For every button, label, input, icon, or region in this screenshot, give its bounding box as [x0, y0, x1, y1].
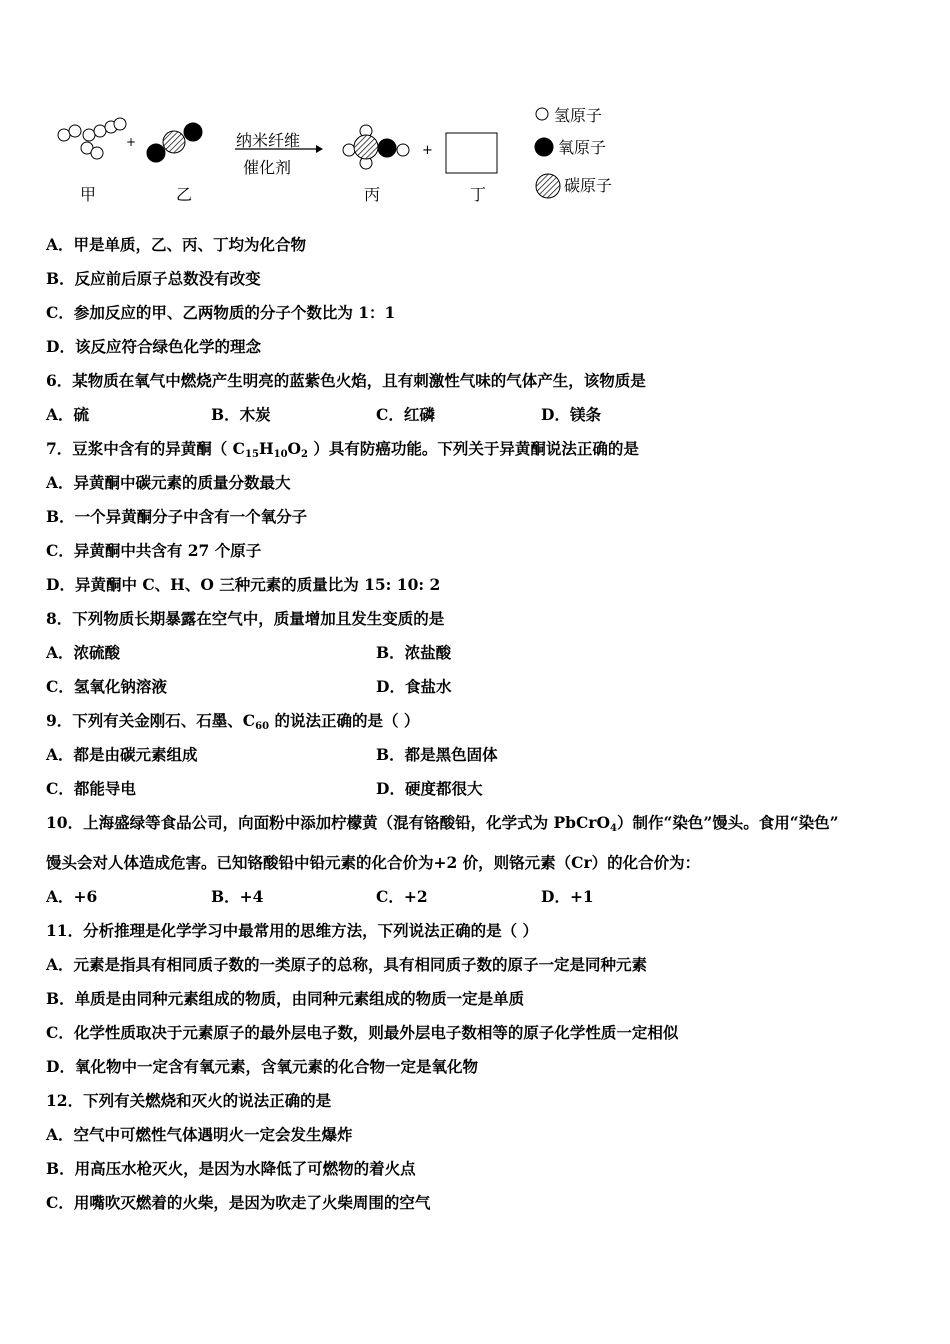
- catalyst-label-bottom: 催化剂: [243, 158, 292, 177]
- q5-option-d: D．该反应符合绿色化学的理念: [46, 337, 261, 356]
- molecule-jia-hydrogen: [58, 118, 126, 159]
- q11-option-d: D．氧化物中一定含有氧元素，含氧元素的化合物一定是氧化物: [46, 1057, 478, 1076]
- molecule-yi-carbon-monoxide: [147, 123, 202, 162]
- hydrogen-atom-symbol: [536, 108, 548, 120]
- q9-stem-part: 的说法正确的是（ ）: [269, 711, 420, 730]
- q9-option-b: B．都是黑色固体: [376, 745, 498, 764]
- q8-options-row1: [46, 642, 916, 676]
- q5-option-a: A．甲是单质，乙、丙、丁均为化合物: [46, 235, 307, 254]
- label-yi: 乙: [176, 185, 193, 204]
- q12-option-c: C．用嘴吹灭燃着的火柴，是因为吹走了火柴周围的空气: [46, 1193, 431, 1212]
- q7-option-b: B．一个异黄酮分子中含有一个氧分子: [46, 507, 308, 526]
- legend-hydrogen: 氢原子: [554, 106, 603, 125]
- label-bing: 丙: [364, 185, 381, 204]
- q8-option-d: D．食盐水: [376, 677, 452, 696]
- q11-option-a: A．元素是指具有相同质子数的一类原子的总称，具有相同质子数的原子一定是同种元素: [46, 955, 648, 974]
- q6-stem: 6．某物质在氧气中燃烧产生明亮的蓝紫色火焰，且有刺激性气味的气体产生，该物质是: [46, 371, 646, 390]
- q6-option-d: D．镁条: [541, 405, 601, 424]
- q8-stem: 8．下列物质长期暴露在空气中，质量增加且发生变质的是: [46, 609, 445, 628]
- q9-option-a: A．都是由碳元素组成: [46, 745, 198, 764]
- q5-option-b: B．反应前后原子总数没有改变: [46, 269, 261, 288]
- q12-option-a: A．空气中可燃性气体遇明火一定会发生爆炸: [46, 1125, 353, 1144]
- q10-option-a: A．+6: [46, 887, 98, 906]
- q7-subscript: 15: [245, 449, 259, 460]
- q11-option-b: B．单质是由同种元素组成的物质，由同种元素组成的物质一定是单质: [46, 989, 525, 1008]
- q10-stem-line1: [46, 812, 916, 852]
- q10-option-c: C．+2: [376, 887, 428, 906]
- q7-stem-part: H: [258, 439, 274, 458]
- q9-option-c: C．都能导电: [46, 779, 136, 798]
- q10-stem-part: ）制作“染色”馒头。食用“染色”: [616, 813, 839, 832]
- q7-stem: [46, 438, 916, 472]
- q9-subscript: 60: [255, 721, 270, 732]
- q10-subscript: 4: [609, 823, 617, 834]
- q8-option-a: A．浓硫酸: [46, 643, 121, 662]
- q7-stem-part: 7．豆浆中含有的异黄酮（ C: [46, 439, 246, 458]
- molecule-bing: [343, 125, 409, 169]
- q11-option-c: C．化学性质取决于元素原子的最外层电子数，则最外层电子数相等的原子化学性质一定相似: [46, 1023, 679, 1042]
- q7-subscript: 2: [301, 449, 309, 460]
- q9-options-row1: [46, 744, 916, 778]
- label-ding: 丁: [470, 185, 487, 204]
- q10-stem-line2: 馒头会对人体造成危害。已知铬酸铅中铅元素的化合价为+2 价，则铬元素（Cr）的化合价为：: [46, 853, 701, 872]
- legend-oxygen: 氧原子: [558, 138, 607, 157]
- q6-option-c: C．红磷: [376, 405, 435, 424]
- q5-option-c: C．参加反应的甲、乙两物质的分子个数比为 1：1: [46, 303, 396, 322]
- carbon-atom-symbol: [536, 174, 560, 198]
- q7-stem-part: O: [287, 439, 302, 458]
- q9-option-d: D．硬度都很大: [376, 779, 483, 798]
- q9-stem-part: 9．下列有关金刚石、石墨、C: [46, 711, 256, 730]
- q7-option-c: C．异黄酮中共含有 27 个原子: [46, 541, 262, 560]
- q8-option-c: C．氢氧化钠溶液: [46, 677, 167, 696]
- q6-options: [46, 404, 916, 438]
- label-jia: 甲: [80, 185, 97, 204]
- q9-options-row2: [46, 778, 916, 812]
- q12-option-b: B．用高压水枪灭火，是因为水降低了可燃物的着火点: [46, 1159, 416, 1178]
- q11-stem: 11．分析推理是化学学习中最常用的思维方法，下列说法正确的是（ ）: [46, 921, 538, 940]
- plus-sign: +: [126, 135, 137, 149]
- q10-option-b: B．+4: [211, 887, 264, 906]
- q8-options-row2: [46, 676, 916, 710]
- oxygen-atom-symbol: [535, 138, 553, 156]
- q12-stem: 12．下列有关燃烧和灭火的说法正确的是: [46, 1091, 332, 1110]
- q8-option-b: B．浓盐酸: [376, 643, 452, 662]
- legend-carbon: 碳原子: [564, 176, 613, 195]
- q6-option-a: A．硫: [46, 405, 90, 424]
- q10-options: [46, 886, 916, 920]
- plus-sign: +: [422, 143, 433, 158]
- q10-stem-part: 10．上海盛绿等食品公司，向面粉中添加柠檬黄（混有铬酸铅，化学式为 PbCrO: [46, 813, 610, 832]
- q7-stem-part: ）具有防癌功能。下列关于异黄酮说法正确的是: [308, 439, 639, 458]
- molecule-ding-box: [446, 133, 497, 173]
- q9-stem: [46, 710, 916, 744]
- q6-option-b: B．木炭: [211, 405, 271, 424]
- catalyst-label-top: 纳米纤维: [236, 131, 301, 150]
- reaction-diagram: [50, 95, 650, 210]
- q7-option-d: D．异黄酮中 C、H、O 三种元素的质量比为 15: 10: 2: [46, 575, 441, 594]
- question-list: [46, 234, 916, 1226]
- q10-option-d: D．+1: [541, 887, 594, 906]
- q7-option-a: A．异黄酮中碳元素的质量分数最大: [46, 473, 291, 492]
- q7-subscript: 10: [273, 449, 288, 460]
